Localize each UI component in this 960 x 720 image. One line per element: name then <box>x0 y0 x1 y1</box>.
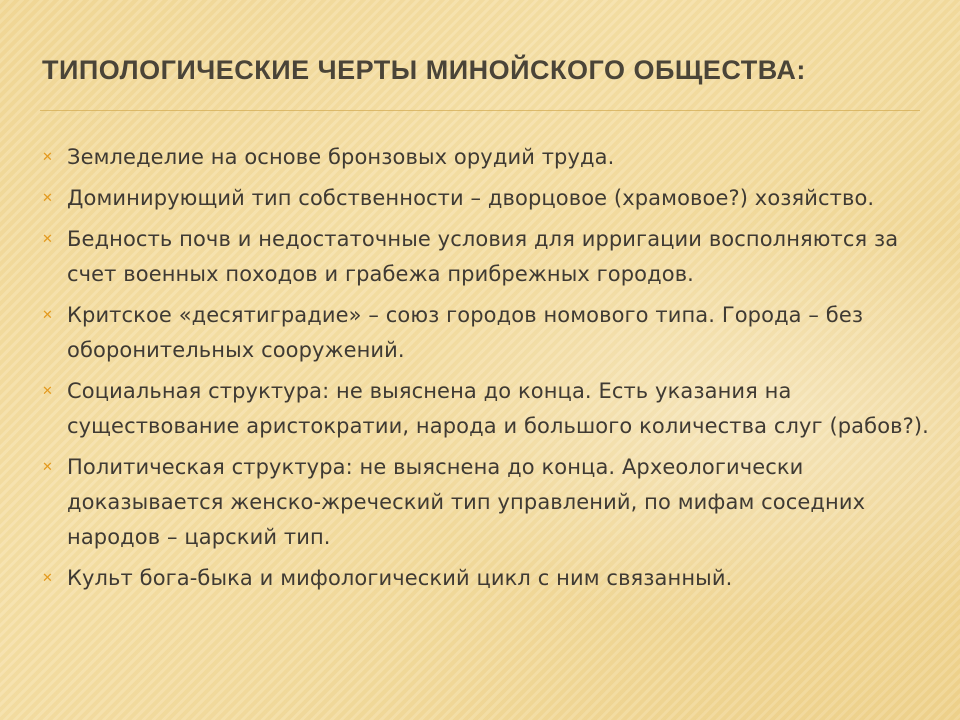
bullet-text: Социальная структура: не выяснена до конца. Есть указания на существование аристократии, народа и большого количества слуг (рабов?). <box>67 379 929 438</box>
bullet-text: Политическая структура: не выяснена до конца. Археологически доказывается женско-жреческий тип управлений, по мифам соседних народов – царский тип. <box>67 455 866 549</box>
bullet-text: Критское «десятиградие» – союз городов номового типа. Города – без оборонительных сооружений. <box>67 303 864 362</box>
bullet-text: Земледелие на основе бронзовых орудий труда. <box>67 145 615 169</box>
bullet-item <box>42 450 937 555</box>
x-mark-bullet-icon: ✕ <box>42 308 53 323</box>
bullet-item <box>42 181 937 216</box>
x-mark-bullet-icon: ✕ <box>42 150 53 165</box>
bullet-text: Бедность почв и недостаточные условия для ирригации восполняются за счет военных походов и грабежа прибрежных городов. <box>67 227 899 286</box>
bullet-list <box>42 140 937 602</box>
x-mark-bullet-icon: ✕ <box>42 232 53 247</box>
bullet-item <box>42 298 937 368</box>
x-mark-bullet-icon: ✕ <box>42 571 53 586</box>
bullet-text: Культ бога-быка и мифологический цикл с ним связанный. <box>67 566 733 590</box>
bullet-item <box>42 561 937 596</box>
bullet-text: Доминирующий тип собственности – дворцовое (храмовое?) хозяйство. <box>67 186 875 210</box>
slide-title: ТИПОЛОГИЧЕСКИЕ ЧЕРТЫ МИНОЙСКОГО ОБЩЕСТВА: <box>42 55 806 85</box>
x-mark-bullet-icon: ✕ <box>42 384 53 399</box>
title-divider <box>40 110 920 111</box>
bullet-item <box>42 140 937 175</box>
bullet-item <box>42 374 937 444</box>
x-mark-bullet-icon: ✕ <box>42 191 53 206</box>
bullet-item <box>42 222 937 292</box>
x-mark-bullet-icon: ✕ <box>42 460 53 475</box>
